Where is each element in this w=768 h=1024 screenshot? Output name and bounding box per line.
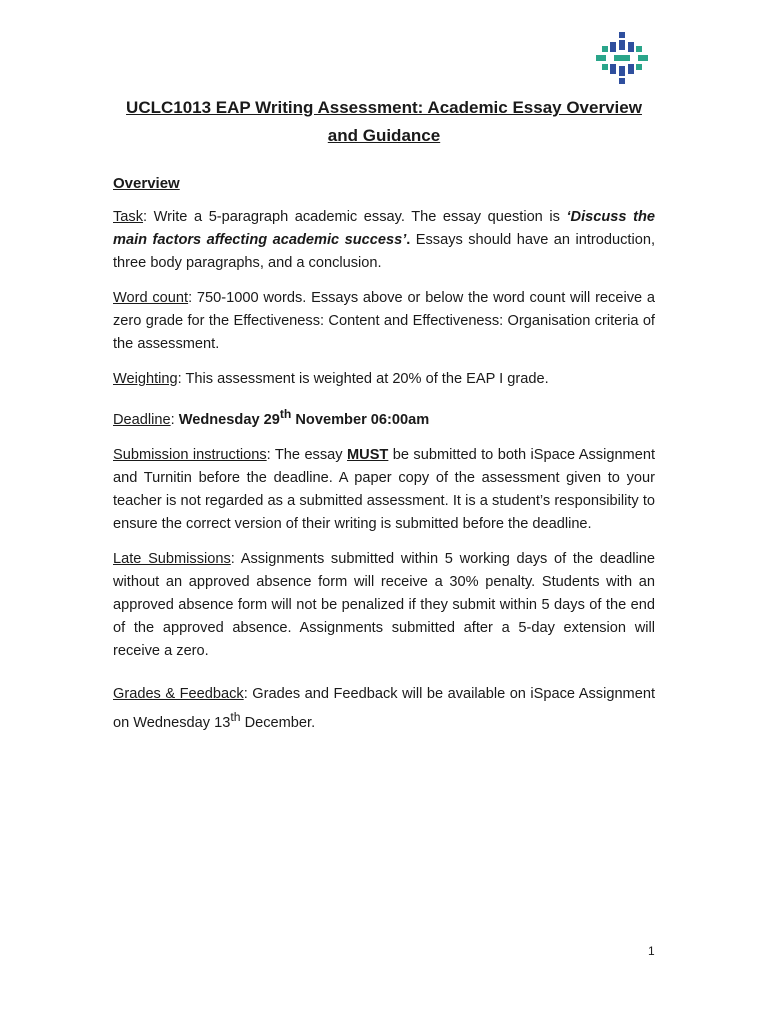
grades-feedback-label: Grades & Feedback	[113, 685, 244, 702]
deadline-colon: :	[170, 411, 179, 428]
late-submissions-label: Late Submissions	[113, 550, 231, 567]
grades-ordinal: th	[230, 709, 241, 724]
deadline-value	[178, 407, 430, 428]
task-label: Task	[113, 209, 144, 225]
submission-label: Submission instructions	[113, 446, 267, 463]
word-count-paragraph	[113, 287, 655, 356]
late-submissions-text: : Assignments submitted within 5 working days of the deadline without an approved absence form will receive a 30% penalty. Students with an approved absence form will not be penalized if they submit within 5 days of the end of the approved absence. Assignments submitted after a 5-day extension will receive a zero.	[113, 550, 655, 659]
deadline-label: Deadline	[113, 411, 171, 428]
deadline-time: November 06:00am	[291, 411, 430, 428]
deadline-date: Wednesday 29	[178, 411, 280, 428]
submission-paragraph	[113, 444, 655, 536]
university-logo-icon	[592, 28, 652, 88]
page-title: UCLC1013 EAP Writing Assessment: Academic Essay Overview and Guidance	[126, 98, 642, 145]
grades-feedback-text-end: December.	[240, 714, 316, 731]
word-count-text: : 750-1000 words. Essays above or below the word count will receive a zero grade for the Effectiveness: Content and Effectiveness: Organisation criteria of the assessment.	[113, 290, 655, 352]
task-text-end: Essays should have an introduction, three body paragraphs, and a conclusion.	[113, 232, 655, 271]
page-number: 1	[648, 944, 655, 958]
deadline-ordinal: th	[279, 407, 292, 421]
weighting-label: Weighting	[113, 371, 178, 387]
weighting-text: : This assessment is weighted at 20% of the EAP I grade.	[177, 371, 549, 387]
grades-feedback-paragraph	[113, 683, 655, 735]
task-paragraph	[113, 206, 655, 275]
deadline-paragraph	[113, 403, 655, 432]
document-body	[113, 94, 655, 747]
late-submissions-paragraph	[113, 548, 655, 663]
essay-question: ‘Discuss the main factors affecting academic success’	[113, 209, 655, 248]
task-text: : Write a 5-paragraph academic essay. The essay question is	[143, 209, 567, 225]
must-emphasis: MUST	[347, 446, 389, 463]
weighting-paragraph	[113, 368, 655, 391]
submission-text-end: be submitted to both iSpace Assignment and Turnitin before the deadline. A paper copy of the assessment given to your teacher is not regarded as a submitted assessment. It is a student’s responsibility to ensure the correct version of their writing is submitted before the deadline.	[113, 446, 656, 532]
task-dot: .	[406, 232, 411, 248]
submission-text: : The essay	[266, 446, 347, 463]
word-count-label: Word count	[113, 290, 189, 306]
overview-heading: Overview	[113, 175, 180, 192]
grades-feedback-text: : Grades and Feedback will be available on iSpace Assignment on Wednesday 13	[113, 685, 655, 731]
